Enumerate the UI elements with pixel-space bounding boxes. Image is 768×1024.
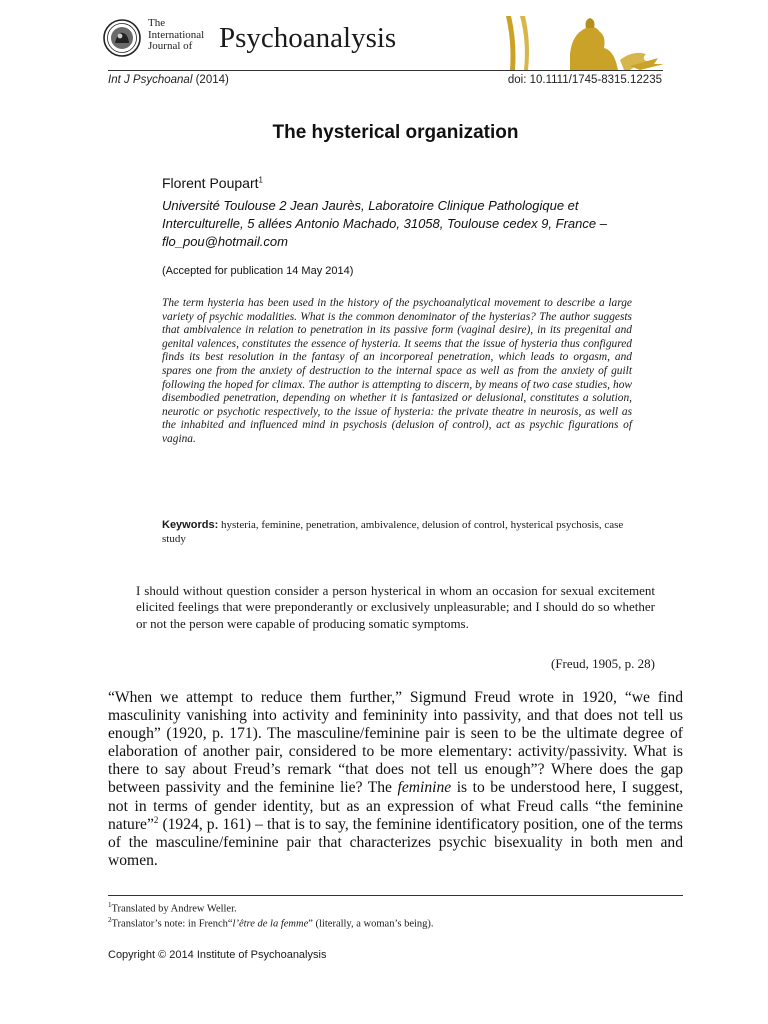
footnote-1: [108, 901, 237, 915]
article-title: The hysterical organization: [272, 122, 519, 143]
footnote-rule: [108, 895, 683, 896]
author-name: [162, 175, 263, 191]
citation-journal: Int J Psychoanal: [108, 74, 193, 86]
footnote-ref-2[interactable]: 2: [153, 814, 159, 825]
header-rule: [108, 70, 663, 71]
citation-year: (2014): [195, 74, 229, 86]
body-part-2: is to be understood here, I suggest, not in terms of gender identity, but as an expression of what Freud calls “the feminine nature”: [108, 779, 683, 833]
body-part-1: “When we attempt to reduce them further,” Sigmund Freud wrote in 1920, “we find masculinity vanishing into activity and femininity into passivity, and that does not tell us enough” (1920, p. 171). The masculine/feminine pair is seen to be the ultimate degree of elaboration of another pair, considered to be more elementary: activity/passivity. What is there to say about Freud’s remark “that does not tell us enough”? Where does the gap between passivity and the feminine lie? The: [108, 689, 683, 797]
journal-name: Psychoanalysis: [219, 22, 397, 54]
journal-line-2: International: [148, 28, 205, 41]
author-text: Florent Poupart: [162, 175, 259, 191]
acceptance-note: (Accepted for publication 14 May 2014): [162, 265, 354, 277]
body-paragraph: [108, 689, 683, 870]
footnote-2: [108, 916, 434, 930]
journal-line-3: Journal of: [148, 40, 193, 52]
body-part-3: (1924, p. 161) – that is to say, the feminine identificatory position, one of the terms of the masculine/feminine pair that characterizes psychic bisexuality in both men and women.: [108, 815, 683, 869]
keywords-label: Keywords:: [162, 519, 219, 531]
journal-name-prefix: [148, 18, 204, 53]
footnote-2-number: 2: [108, 916, 112, 924]
keywords: [162, 518, 632, 546]
author-affiliation: Université Toulouse 2 Jean Jaurès, Laboratoire Clinique Pathologique et Interculturelle, 5 allées Antonio Machado, 31058, Toulouse cedex 9, France – flo_pou@hotmail.com: [162, 198, 607, 249]
body-emphasis: feminine: [397, 779, 452, 797]
epigraph-quote: I should without question consider a person hysterical in whom an occasion for sexual excitement elicited feelings that were preponderantly or exclusively unpleasurable; and I should do so whether or not the person were capable of producing somatic symptoms.: [136, 583, 655, 631]
author-note-ref: 1: [258, 175, 263, 185]
decorative-statue-icon: [500, 14, 670, 70]
journal-citation: [108, 74, 229, 86]
copyright-notice: Copyright © 2014 Institute of Psychoanalysis: [108, 949, 327, 961]
footnote-2-emphasis: l’être de la femme: [232, 918, 309, 930]
journal-seal-icon: [103, 19, 141, 57]
footnote-2-pre: Translator’s note: in French“: [111, 918, 233, 930]
journal-line-1: The: [148, 17, 166, 29]
keywords-list: hysteria, feminine, penetration, ambivalence, delusion of control, hysterical psychosis, case study: [162, 519, 624, 545]
footnote-1-text: Translated by Andrew Weller.: [111, 903, 237, 915]
doi-link[interactable]: doi: 10.1111/1745-8315.12235: [507, 74, 662, 86]
abstract: The term hysteria has been used in the history of the psychoanalytical movement to describe a large variety of psychic modalities. What is the common denominator of the hysterias? The author suggests that ambivalence in relation to penetration in its passive form (vaginal desire), in its pregenital and genital valences, constitutes the essence of hysteria. It seems that the issue of hysteria thus configured finds its best resolution in the fantasy of an incorporeal penetration, which leads to orgasm, and spares one from the anxiety of destruction to the internal space as well as from the anxiety of guilt following the hoped for climax. The author is attempting to discern, by means of two case studies, how disembodied penetration, depending on whether it is fantasized or delusional, constitutes a solution, neurotic or psychotic respectively, to the issue of hysteria: the private theatre in neurosis, as well as the inhabited and influenced mind in psychosis (delusion of control), act as psychic figurations of vagina.: [162, 297, 632, 445]
footnote-1-number: 1: [108, 901, 112, 909]
epigraph-citation: (Freud, 1905, p. 28): [551, 656, 655, 671]
footnote-2-post: ” (literally, a woman’s being).: [308, 918, 434, 930]
